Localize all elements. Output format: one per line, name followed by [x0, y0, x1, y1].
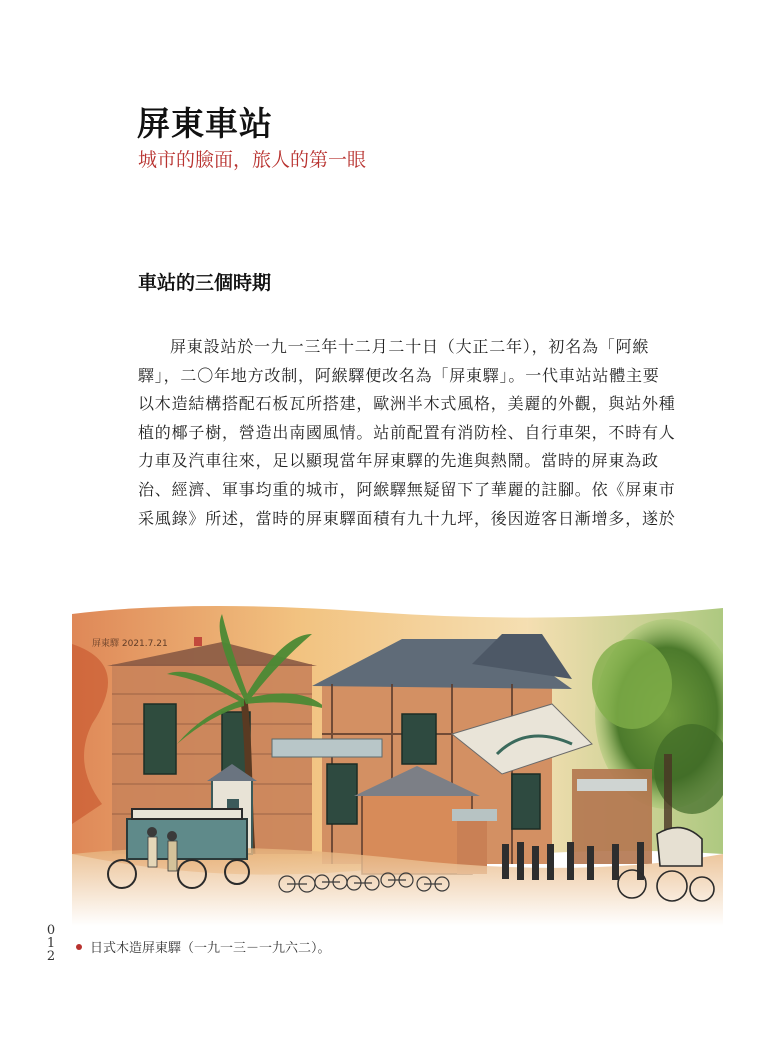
station-watercolor-illustration — [72, 604, 723, 926]
caption-bullet-icon — [76, 944, 82, 950]
body-line: 以木造結構搭配石板瓦所搭建，歐洲半木式風格，美麗的外觀，與站外種 — [138, 394, 676, 414]
section-heading: 車站的三個時期 — [138, 272, 272, 294]
body-line: 治、經濟、軍事均重的城市，阿緱驛無疑留下了華麗的註腳。依《屏東市 — [138, 479, 676, 499]
body-line: 屏東設站於一九一三年十二月二十日（大正二年），初名為「阿緱 — [170, 337, 650, 356]
chapter-subtitle: 城市的臉面，旅人的第一眼 — [138, 149, 367, 171]
page-number-digit: 1 — [46, 936, 56, 951]
figure-caption — [76, 937, 331, 956]
caption-text: 日式木造屏東驛（一九一三－一九六二）。 — [90, 941, 331, 956]
body-line: 驛」，二〇年地方改制，阿緱驛便改名為「屏東驛」。一代車站站體主要 — [138, 365, 660, 385]
illustration-signature: 屏東驛 2021.7.21 — [92, 639, 168, 649]
body-paragraph — [138, 333, 698, 533]
page-number — [45, 924, 57, 963]
body-line: 植的椰子樹，營造出南國風情。站前配置有消防栓、自行車架，不時有人 — [138, 422, 676, 442]
page-number-digit: 0 — [46, 923, 56, 938]
body-line: 采風錄》所述，當時的屏東驛面積有九十九坪，後因遊客日漸增多，遂於 — [138, 508, 676, 528]
body-line: 力車及汽車往來，足以顯現當年屏東驛的先進與熱鬧。當時的屏東為政 — [138, 451, 659, 471]
page-number-digit: 2 — [46, 949, 56, 964]
chapter-title: 屏東車站 — [137, 104, 273, 143]
